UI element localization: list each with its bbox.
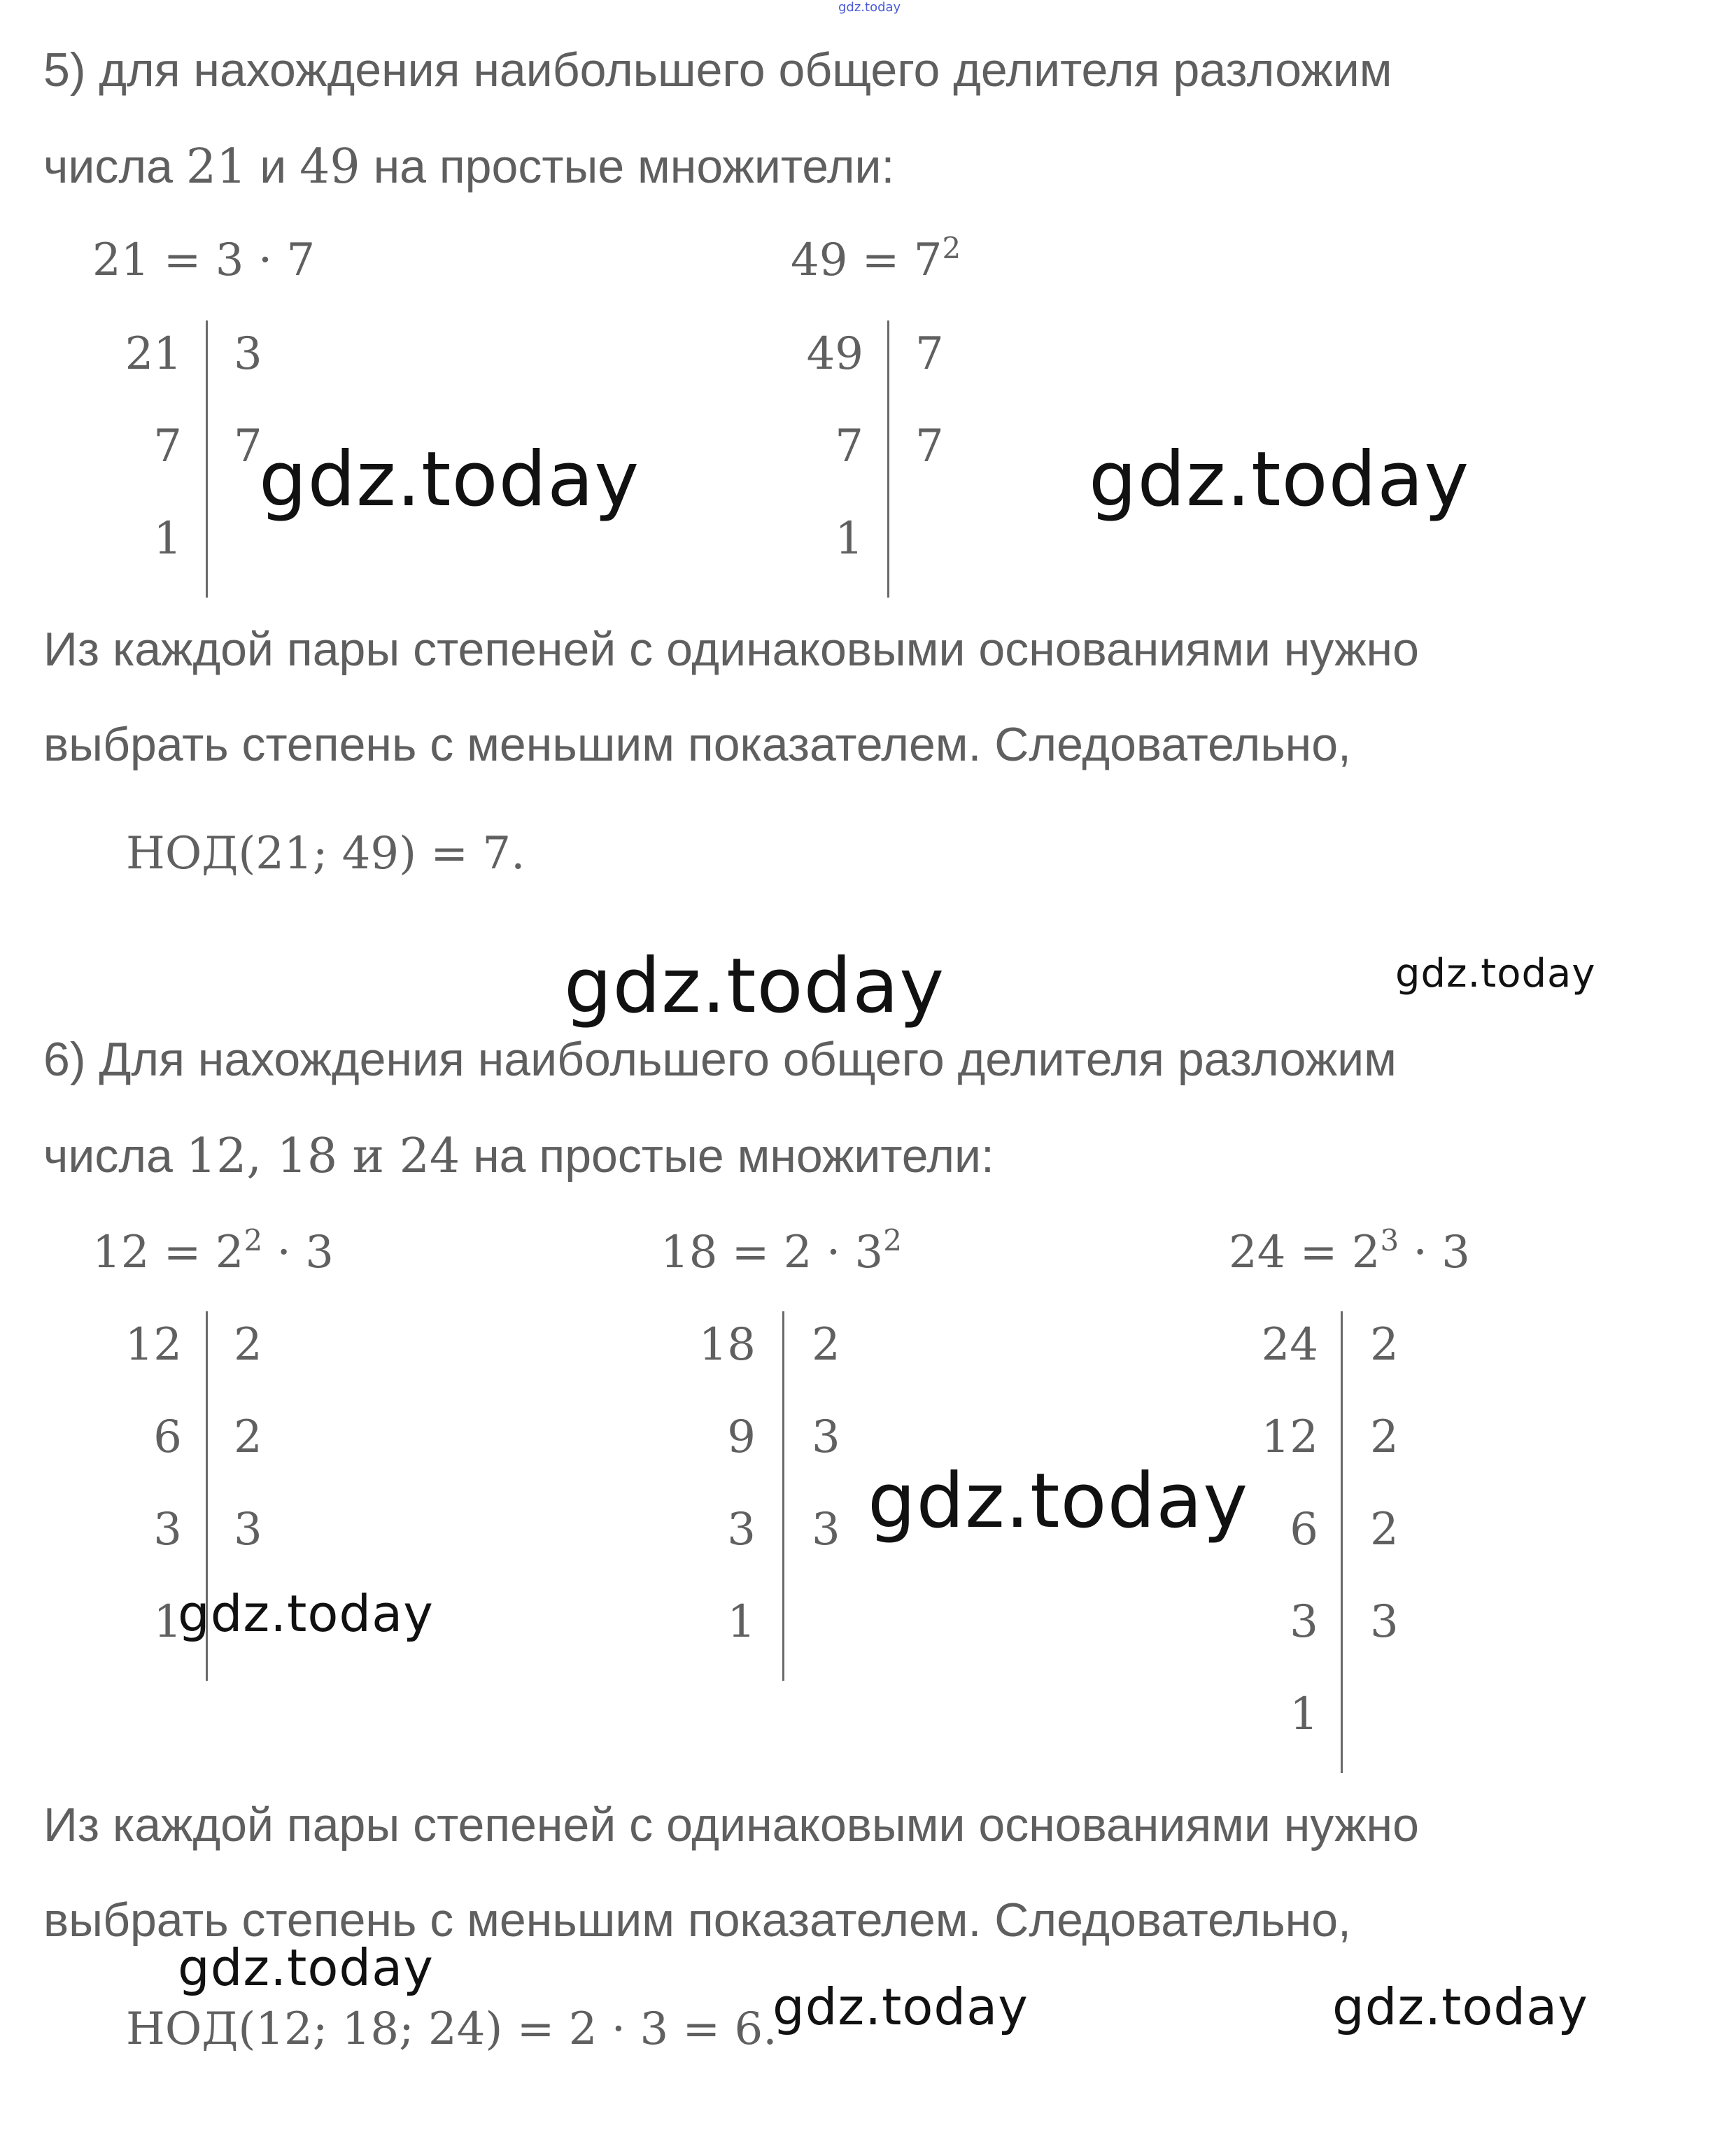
section6-intro-line1: 6) Для нахождения наибольшего общего делителя разложим bbox=[43, 1033, 1397, 1086]
table-factor: 2 bbox=[1370, 1504, 1399, 1556]
section5-equation-49: $49 = 7^2$ bbox=[791, 231, 961, 286]
section6-result: НОД(12; 18; 24) = 2 · 3 = 6. bbox=[126, 2003, 777, 2055]
section6-conclusion-line1: Из каждой пары степеней с одинаковыми основаниями нужно bbox=[43, 1798, 1419, 1852]
table-number: 12 bbox=[1261, 1411, 1318, 1463]
section6-equation-24: $24 = 2^3 \cdot 3$ bbox=[1229, 1223, 1470, 1278]
table-number: 1 bbox=[1290, 1688, 1318, 1740]
table-divider bbox=[887, 320, 889, 598]
section6-line2-post: на простые множители: bbox=[473, 1129, 994, 1183]
table-number: 7 bbox=[835, 421, 863, 472]
table-number: 24 bbox=[1261, 1319, 1318, 1371]
watermark: gdz.today bbox=[1395, 951, 1596, 996]
section5-line2-post: на простые множители: bbox=[373, 140, 895, 193]
section5-intro-line2 bbox=[43, 139, 895, 195]
section5-conclusion-line2: выбрать степень с меньшим показателем. Следовательно, bbox=[43, 718, 1351, 771]
table-number: 9 bbox=[727, 1411, 756, 1463]
section5-equation-21: 21 = 3 · 7 bbox=[92, 234, 316, 286]
table-number: 7 bbox=[153, 421, 182, 472]
watermark: gdz.today bbox=[1089, 436, 1470, 523]
watermark: gdz.today bbox=[868, 1458, 1249, 1545]
table-factor: 2 bbox=[234, 1319, 262, 1371]
table-number: 6 bbox=[1290, 1504, 1318, 1556]
watermark: gdz.today bbox=[564, 943, 945, 1030]
table-number: 3 bbox=[153, 1504, 182, 1556]
section6-intro-line2 bbox=[43, 1129, 994, 1184]
section6-numbers: 12, 18 и 24 bbox=[185, 1129, 460, 1184]
table-number: 12 bbox=[125, 1319, 182, 1371]
table-factor: 3 bbox=[234, 328, 262, 380]
section5-line2-pre: числа bbox=[43, 140, 173, 193]
top-watermark: gdz.today bbox=[838, 0, 901, 15]
table-number: 3 bbox=[727, 1504, 756, 1556]
watermark: gdz.today bbox=[259, 436, 640, 523]
table-factor: 3 bbox=[812, 1504, 840, 1556]
watermark: gdz.today bbox=[772, 1977, 1029, 2036]
section5-number-a: 21 bbox=[185, 139, 247, 195]
section5-and: и bbox=[260, 140, 287, 193]
table-number: 21 bbox=[125, 328, 182, 380]
table-factor: 3 bbox=[234, 1504, 262, 1556]
table-factor: 3 bbox=[1370, 1596, 1399, 1648]
watermark: gdz.today bbox=[178, 1584, 434, 1643]
table-number: 6 bbox=[153, 1411, 182, 1463]
section6-equation-18: $18 = 2 \cdot 3^2$ bbox=[661, 1223, 902, 1278]
table-divider bbox=[782, 1311, 784, 1681]
table-factor: 2 bbox=[1370, 1411, 1399, 1463]
section5-number-b: 49 bbox=[299, 139, 360, 195]
table-number: 1 bbox=[153, 513, 182, 565]
watermark: gdz.today bbox=[178, 1938, 434, 1997]
watermark: gdz.today bbox=[1332, 1977, 1588, 2036]
table-factor: 2 bbox=[1370, 1319, 1399, 1371]
table-number: 3 bbox=[1290, 1596, 1318, 1648]
table-number: 1 bbox=[727, 1596, 756, 1648]
section5-result: НОД(21; 49) = 7. bbox=[126, 828, 525, 880]
table-factor: 3 bbox=[812, 1411, 840, 1463]
table-factor: 2 bbox=[234, 1411, 262, 1463]
table-number: 18 bbox=[698, 1319, 756, 1371]
table-factor: 7 bbox=[915, 421, 944, 472]
section6-line2-pre: числа bbox=[43, 1129, 173, 1183]
table-factor: 7 bbox=[915, 328, 944, 380]
table-number: 1 bbox=[153, 1596, 182, 1648]
table-factor: 7 bbox=[234, 421, 262, 472]
section5-conclusion-line1: Из каждой пары степеней с одинаковыми основаниями нужно bbox=[43, 623, 1419, 676]
table-divider bbox=[1341, 1311, 1343, 1773]
section5-intro-line1: 5) для нахождения наибольшего общего делителя разложим bbox=[43, 43, 1392, 97]
table-divider bbox=[206, 320, 208, 598]
table-number: 49 bbox=[806, 328, 863, 380]
section6-conclusion-line2: выбрать степень с меньшим показателем. Следовательно, bbox=[43, 1893, 1351, 1947]
table-factor: 2 bbox=[812, 1319, 840, 1371]
table-number: 1 bbox=[835, 513, 863, 565]
section6-equation-12: $12 = 2^2 \cdot 3$ bbox=[92, 1223, 334, 1278]
